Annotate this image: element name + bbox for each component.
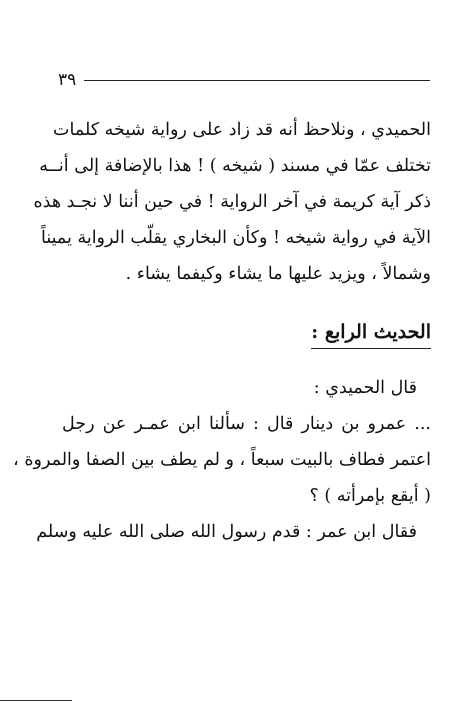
- text-line: ذكر آية كريمة في آخر الرواية ! في حين أننا لا نجـد هذه: [33, 192, 431, 212]
- text-line: قال الحميدي :: [313, 378, 417, 398]
- section-heading: الحديث الرابع :: [311, 318, 431, 349]
- paragraph-hadith: [13, 370, 431, 550]
- paragraph-commentary: [33, 112, 431, 292]
- section-heading-wrap: [311, 318, 431, 349]
- text-line: اعتمر فطاف بالبيت سبعاً ، و لم يطف بين الصفا والمروة ،: [13, 450, 431, 470]
- text-line: فقال ابن عمر : قدم رسول الله صلى الله عليه وسلم: [36, 522, 417, 542]
- text-line: ( أيقع بإمرأته ) ؟: [309, 486, 431, 506]
- text-line: الآية في رواية شيخه ! وكأن البخاري يقلّب الرواية يميناً: [41, 228, 431, 248]
- text-line: وشمالاً ، ويزيد عليها ما يشاء وكيفما يشاء .: [125, 264, 431, 284]
- text-line: الحميدي ، ونلاحظ أنه قد زاد على رواية شيخه كلمات: [53, 120, 431, 140]
- text-line: ... عمرو بن دينار قال : سألنا ابن عمـر عن رجل: [62, 414, 431, 434]
- header-rule: [84, 80, 430, 81]
- page-header: [58, 70, 430, 90]
- text-line: تختلف عمّا في مسند ( شيخه ) ! هذا بالإضافة إلى أنــه: [39, 156, 431, 176]
- page-number: ٣٩: [58, 70, 77, 90]
- footer-rule: [0, 700, 72, 701]
